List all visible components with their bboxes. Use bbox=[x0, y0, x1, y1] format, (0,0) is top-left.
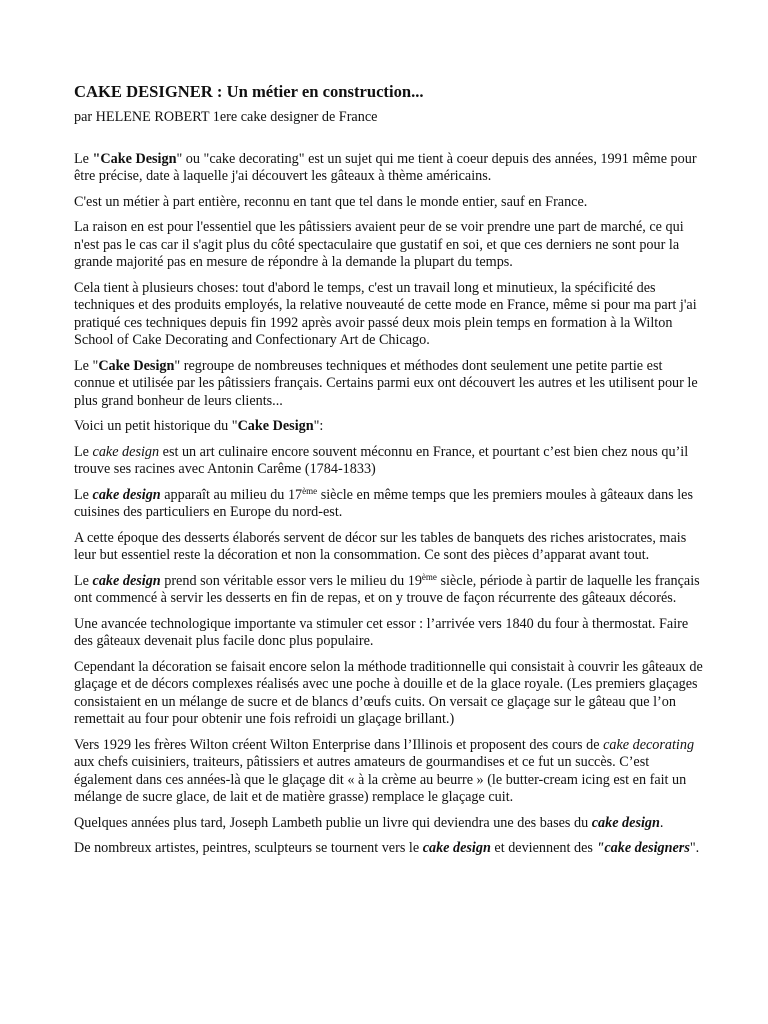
paragraph: Cela tient à plusieurs choses: tout d'abord le temps, c'est un travail long et minutieux, la spécificité des techniques et des produits employés, la relative nouveauté de cette mode en France, même si pour ma part j'ai pratiqué ces techniques depuis fin 1992 après avoir passé deux mois plein temps en formation à la Wilton School of Cake Decorating and Confectionary Art de Chicago. bbox=[74, 279, 697, 348]
byline: par HELENE ROBERT 1ere cake designer de France bbox=[74, 109, 378, 125]
paragraph: Le cake design apparaît au milieu du 17ème siècle en même temps que les premiers moules à gâteaux dans les cuisines des particuliers en Europe du nord-est. bbox=[74, 485, 693, 520]
paragraph: Le "Cake Design" regroupe de nombreuses techniques et méthodes dont seulement une petite partie est connue et utilisée par les pâtissiers français. Certains parmi eux ont découvert les autres et les utilisent pour le plus grand bonheur de leurs clients... bbox=[74, 357, 698, 409]
paragraph: Le cake design prend son véritable essor vers le milieu du 19ème siècle, période à partir de laquelle les français ont commencé à servir les desserts en fin de repas, et on y trouve de façon récurrente des gâteaux décorés. bbox=[74, 571, 700, 606]
paragraph: C'est un métier à part entière, reconnu en tant que tel dans le monde entier, sauf en France. bbox=[74, 193, 588, 210]
paragraph: De nombreux artistes, peintres, sculpteurs se tournent vers le cake design et deviennent des "cake designers". bbox=[74, 840, 700, 856]
paragraph: Voici un petit historique du "Cake Design": bbox=[74, 418, 324, 434]
paragraph: Quelques années plus tard, Joseph Lambeth publie un livre qui deviendra une des bases du cake design. bbox=[74, 814, 664, 831]
paragraph: La raison en est pour l'essentiel que les pâtissiers avaient peur de se voir prendre une part de marché, ce qui n'est pas le cas car il s'agit plus du côté spectaculaire que gustatif en soi, et que ces derniers ne sont pour la grande majorité pas en mesure de répondre à la demande la plupart du temps. bbox=[74, 219, 684, 270]
paragraph: Vers 1929 les frères Wilton créent Wilton Enterprise dans l’Illinois et proposent des cours de cake decorating aux chefs cuisiniers, traiteurs, pâtissiers et autres amateurs de gourmandises et ce fut un succès. C’est également dans ces années-là que le glaçage dit « à la crème au beurre » (le butter-cream icing est en fait un mélange de sucre glace, de lait et de matière grasse) remplace le glaçage cuit. bbox=[74, 736, 695, 805]
paragraph: A cette époque des desserts élaborés servent de décor sur les tables de banquets des riches aristocrates, mais leur but essentiel reste la décoration et non la consommation. Ce sont des pièces d’apparat avant tout. bbox=[74, 529, 687, 563]
paragraph: Le "Cake Design" ou "cake decorating" est un sujet qui me tient à coeur depuis des années, 1991 même pour être précise, date à laquelle j'ai découvert les gâteaux à thème américains. bbox=[74, 150, 697, 184]
paragraph: Une avancée technologique importante va stimuler cet essor : l’arrivée vers 1840 du four à thermostat. Faire des gâteaux devenait plus facile donc plus populaire. bbox=[74, 615, 689, 649]
paragraph: Le cake design est un art culinaire encore souvent méconnu en France, et pourtant c’est bien chez nous qu’il trouve ses racines avec Antonin Carême (1784-1833) bbox=[74, 443, 689, 477]
paragraph: Cependant la décoration se faisait encore selon la méthode traditionnelle qui consistait à couvrir les gâteaux de glaçage et de décors complexes réalisés avec une poche à douille et de la glace royale. (Les premiers glaçages consistaient en un mélange de sucre et de blancs d’œufs cuits. On versait ce glaçage sur le gâteau que l’on remettait au four pour obtenir une fois refroidi un glaçage brillant.) bbox=[74, 658, 703, 727]
document-title: CAKE DESIGNER : Un métier en construction... bbox=[74, 82, 424, 101]
document-page bbox=[74, 82, 706, 866]
